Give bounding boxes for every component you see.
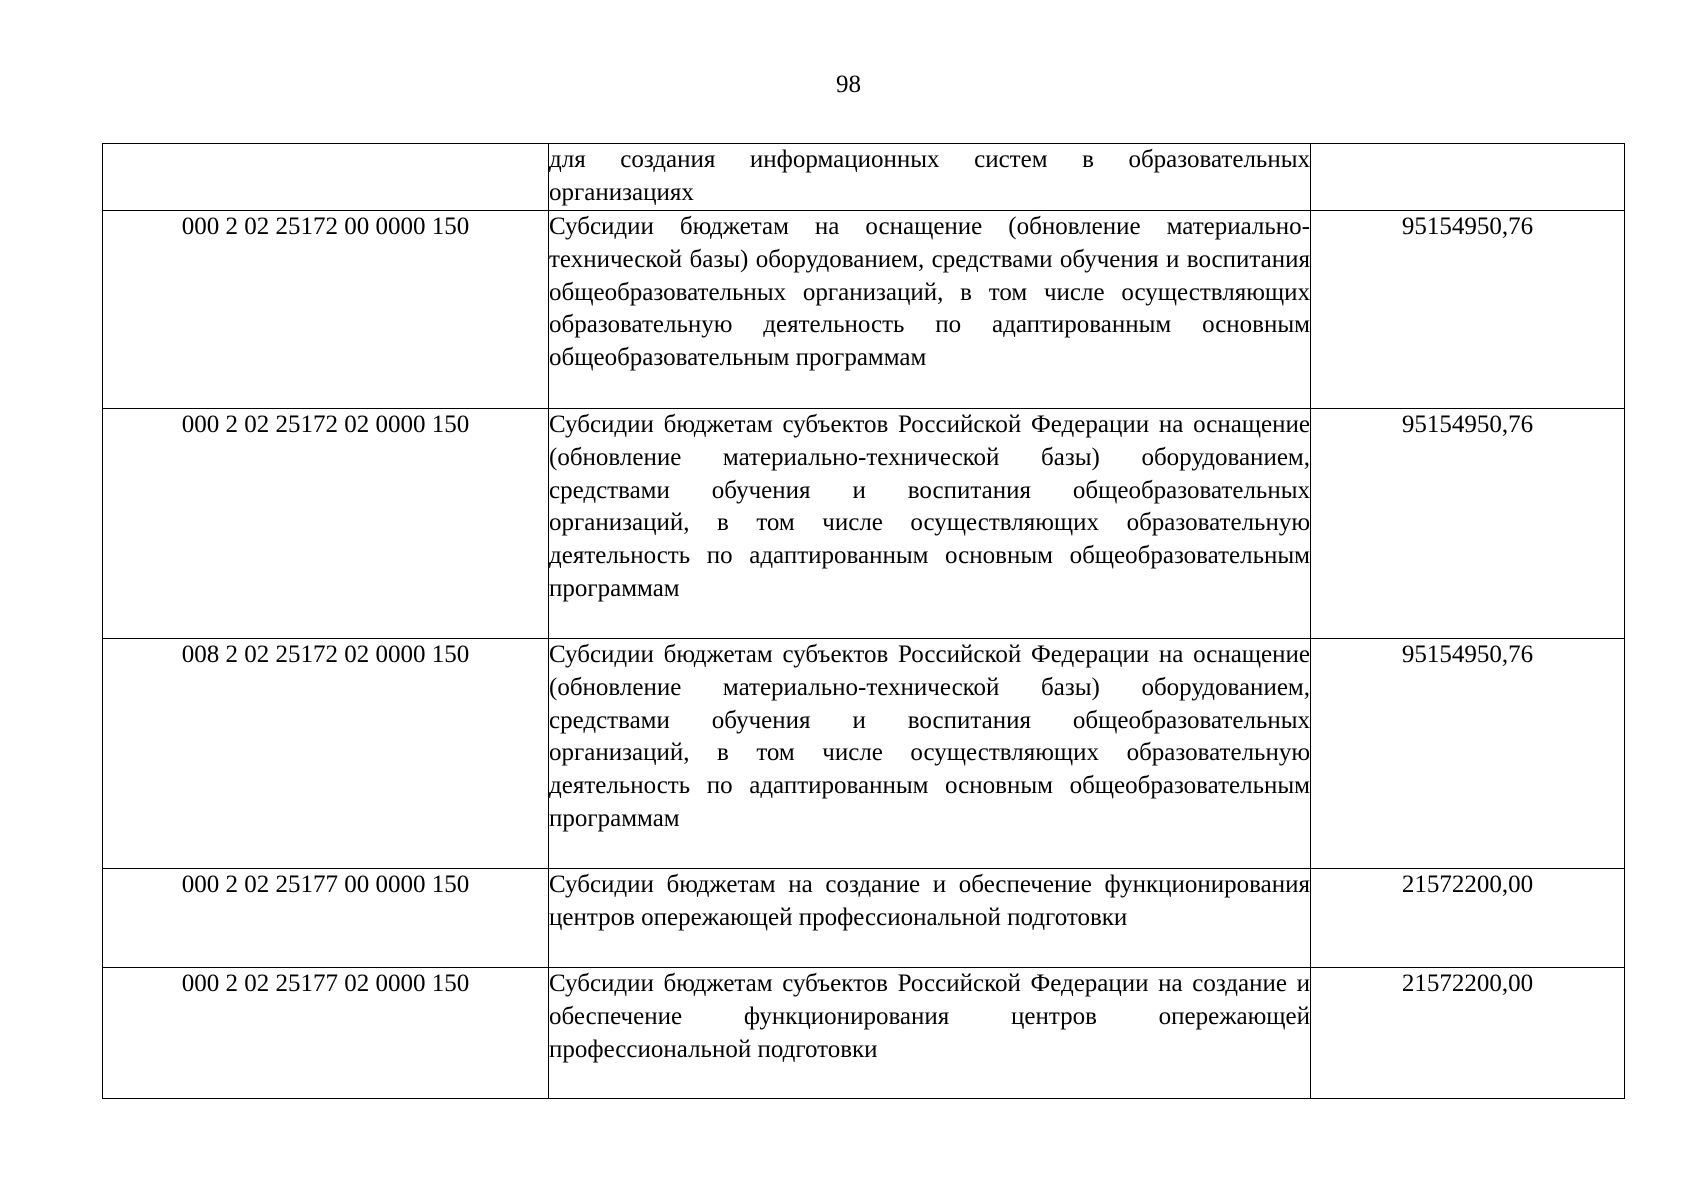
budget-code-cell: 000 2 02 25177 00 0000 150	[103, 869, 549, 968]
description-cell: Субсидии бюджетам субъектов Российской Федерации на оснащение (обновление материально-технической базы) оборудованием, средствами обучения и воспитания общеобразовательных организаций, в том числе осуществляющих образовательную деятельность по адаптированным основным общеобразовательным программам	[549, 409, 1311, 639]
description-cell: Субсидии бюджетам субъектов Российской Федерации на создание и обеспечение функционирования центров опережающей профессиональной подготовки	[549, 968, 1311, 1099]
amount-cell: 95154950,76	[1311, 211, 1625, 409]
budget-code-cell: 000 2 02 25172 02 0000 150	[103, 409, 549, 639]
amount-cell: 21572200,00	[1311, 968, 1625, 1099]
budget-code-cell: 000 2 02 25172 00 0000 150	[103, 211, 549, 409]
table-row	[103, 968, 1625, 1099]
table-row-continued	[103, 144, 1625, 211]
budget-code-cell: 000 2 02 25177 02 0000 150	[103, 968, 549, 1099]
description-cell: Субсидии бюджетам на создание и обеспечение функционирования центров опережающей профессиональной подготовки	[549, 869, 1311, 968]
description-cell: Субсидии бюджетам на оснащение (обновление материально-технической базы) оборудованием, средствами обучения и воспитания общеобразовательных организаций, в том числе осуществляющих образовательную деятельность по адаптированным основным общеобразовательным программам	[549, 211, 1311, 409]
amount-cell: 95154950,76	[1311, 409, 1625, 639]
description-cell: Субсидии бюджетам субъектов Российской Федерации на оснащение (обновление материально-технической базы) оборудованием, средствами обучения и воспитания общеобразовательных организаций, в том числе осуществляющих образовательную деятельность по адаптированным основным общеобразовательным программам	[549, 639, 1311, 869]
amount-cell: 21572200,00	[1311, 869, 1625, 968]
budget-code-cell	[103, 144, 549, 211]
table-row	[103, 211, 1625, 409]
table-row	[103, 869, 1625, 968]
table-row	[103, 639, 1625, 869]
amount-cell	[1311, 144, 1625, 211]
budget-revenue-table	[102, 143, 1625, 1099]
page-number: 98	[836, 71, 861, 98]
description-cell: для создания информационных систем в образовательных организациях	[549, 144, 1311, 211]
amount-cell: 95154950,76	[1311, 639, 1625, 869]
table-row	[103, 409, 1625, 639]
budget-code-cell: 008 2 02 25172 02 0000 150	[103, 639, 549, 869]
